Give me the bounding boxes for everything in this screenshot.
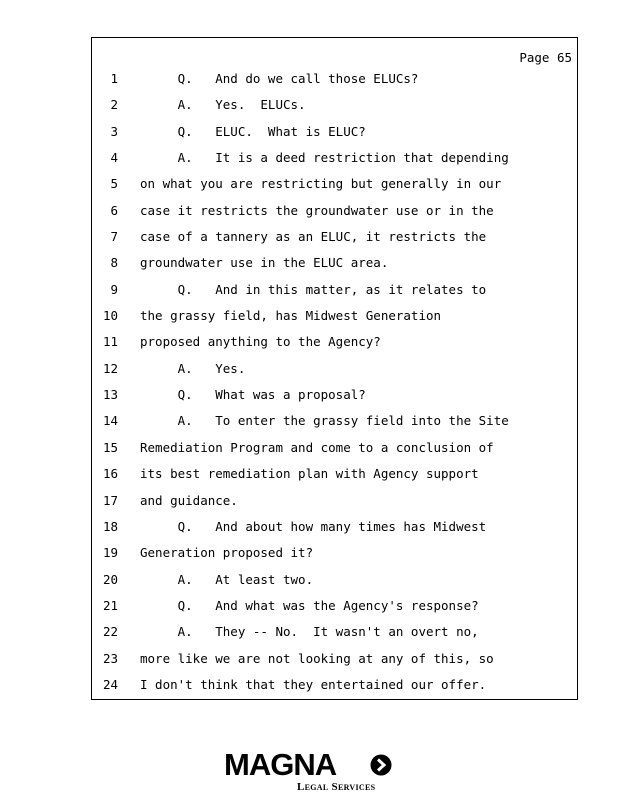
transcript-line <box>92 356 577 382</box>
line-text: Q. What was a proposal? <box>140 387 366 403</box>
line-number: 7 <box>110 229 118 245</box>
line-number: 6 <box>110 202 118 218</box>
line-number: 12 <box>102 360 118 376</box>
line-number: 5 <box>110 176 118 192</box>
line-text: Remediation Program and come to a conclusion of <box>140 439 494 455</box>
transcript-line <box>92 646 577 672</box>
line-text: on what you are restricting but generally in our <box>140 176 502 192</box>
line-number: 9 <box>110 281 118 297</box>
transcript-line <box>92 250 577 276</box>
transcript-line <box>92 303 577 329</box>
transcript-line <box>92 329 577 355</box>
line-text: Generation proposed it? <box>140 545 314 561</box>
magna-logo <box>224 748 399 794</box>
line-text: the grassy field, has Midwest Generation <box>140 308 442 324</box>
transcript-line <box>92 593 577 619</box>
transcript-line <box>92 119 577 145</box>
line-number: 21 <box>102 597 118 613</box>
line-number: 24 <box>102 676 118 692</box>
line-text: A. It is a deed restriction that depending <box>140 150 509 166</box>
transcript-line <box>92 171 577 197</box>
line-number: 4 <box>110 150 118 166</box>
line-text: Q. And what was the Agency's response? <box>140 597 479 613</box>
line-text: A. At least two. <box>140 571 314 587</box>
line-text: case it restricts the groundwater use or in the <box>140 202 494 218</box>
line-text: proposed anything to the Agency? <box>140 334 381 350</box>
line-text: case of a tannery as an ELUC, it restricts the <box>140 229 487 245</box>
transcript-line <box>92 540 577 566</box>
line-text: A. Yes. ELUCs. <box>140 97 306 113</box>
line-text: Q. ELUC. What is ELUC? <box>140 123 366 139</box>
line-text: groundwater use in the ELUC area. <box>140 255 389 271</box>
transcript-line <box>92 488 577 514</box>
line-number: 1 <box>110 71 118 86</box>
line-number: 15 <box>102 439 118 455</box>
transcript-line <box>92 66 577 92</box>
line-text: A. To enter the grassy field into the Site <box>140 413 509 429</box>
line-text: I don't think that they entertained our offer. <box>140 676 487 692</box>
line-number: 2 <box>110 97 118 113</box>
line-number: 23 <box>102 650 118 666</box>
line-text: Q. And about how many times has Midwest <box>140 518 487 534</box>
transcript-lines <box>92 66 577 698</box>
transcript-line <box>92 92 577 118</box>
transcript-page <box>91 37 578 700</box>
transcript-line <box>92 277 577 303</box>
transcript-line <box>92 567 577 593</box>
transcript-line <box>92 619 577 645</box>
line-text: Q. And in this matter, as it relates to <box>140 281 487 297</box>
line-text: A. They -- No. It wasn't an overt no, <box>140 624 479 640</box>
transcript-line <box>92 145 577 171</box>
line-text: its best remediation plan with Agency support <box>140 466 479 482</box>
line-number: 18 <box>102 518 118 534</box>
logo-subtitle: Legal Services <box>297 781 376 793</box>
line-text: A. Yes. <box>140 360 246 376</box>
line-text: Q. And do we call those ELUCs? <box>140 71 419 86</box>
line-number: 10 <box>102 308 118 324</box>
transcript-line <box>92 408 577 434</box>
transcript-line <box>92 514 577 540</box>
transcript-line <box>92 461 577 487</box>
transcript-line <box>92 672 577 698</box>
chevron-right-circle-icon <box>370 754 392 776</box>
line-text: and guidance. <box>140 492 238 508</box>
line-number: 16 <box>102 466 118 482</box>
line-text: more like we are not looking at any of this, so <box>140 650 494 666</box>
line-number: 19 <box>102 545 118 561</box>
transcript-line <box>92 198 577 224</box>
line-number: 13 <box>102 387 118 403</box>
line-number: 22 <box>102 624 118 640</box>
transcript-line <box>92 224 577 250</box>
logo-wordmark: MAGNA <box>224 747 337 782</box>
page-number: Page 65 <box>519 50 572 65</box>
line-number: 14 <box>102 413 118 429</box>
transcript-line <box>92 435 577 461</box>
transcript-line <box>92 382 577 408</box>
line-number: 17 <box>102 492 118 508</box>
line-number: 8 <box>110 255 118 271</box>
line-number: 20 <box>102 571 118 587</box>
line-number: 11 <box>102 334 118 350</box>
line-number: 3 <box>110 123 118 139</box>
